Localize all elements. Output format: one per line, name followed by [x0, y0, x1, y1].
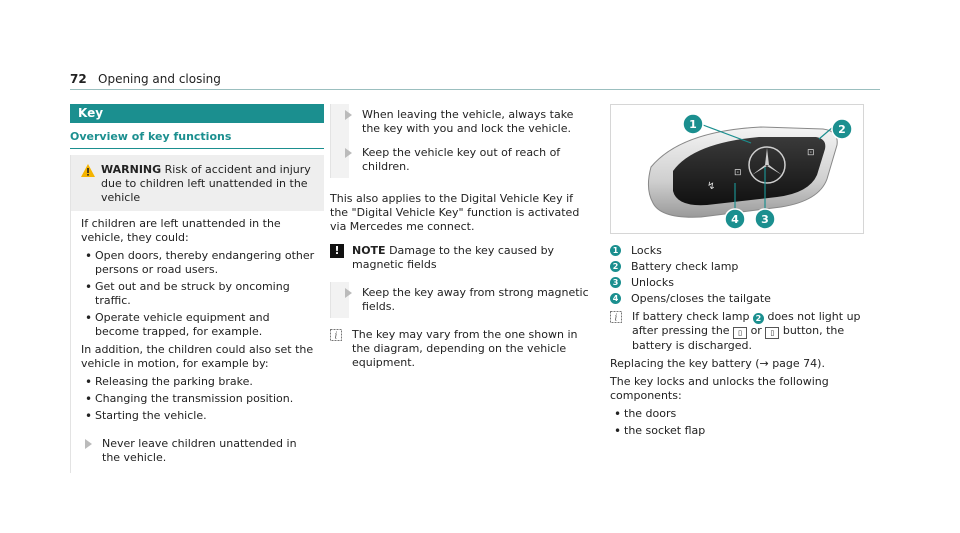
warning-label: WARNING	[101, 163, 162, 176]
exclamation-icon: !	[330, 244, 344, 258]
warning-box	[70, 155, 324, 473]
note-row	[330, 244, 594, 272]
list-item: • Changing the transmission position.	[81, 392, 316, 406]
chapter-title: Opening and closing	[98, 72, 221, 86]
note-action-box	[330, 282, 594, 318]
ref-callout: 2	[753, 313, 764, 324]
column-2	[330, 104, 594, 370]
warning-action-text: Never leave children unattended in the vehicle.	[102, 437, 297, 464]
lock-button-icon: ⊡	[807, 148, 815, 158]
action-text: Keep the vehicle key out of reach of children.	[362, 146, 561, 173]
list-item: • Starting the vehicle.	[81, 409, 316, 423]
legend-text: Unlocks	[631, 276, 674, 289]
action-item	[341, 146, 594, 174]
column-3	[610, 104, 880, 441]
header-rule	[70, 89, 880, 90]
legend-number: 4	[610, 293, 621, 304]
unlock-button-icon: ⊡	[734, 168, 742, 178]
svg-text:1: 1	[689, 118, 697, 131]
note-lead: Damage to the key caused by magnetic fields	[352, 244, 555, 271]
page-number: 72	[70, 72, 87, 86]
legend-number: 1	[610, 245, 621, 256]
info-row	[330, 328, 594, 370]
legend-number: 2	[610, 261, 621, 272]
note-text	[352, 244, 594, 272]
subsection-title: Overview of key functions	[70, 130, 324, 149]
column-1	[70, 104, 324, 473]
legend-item	[610, 260, 880, 274]
note-action-text: Keep the key away from strong magnetic fields.	[362, 286, 589, 313]
legend-number: 3	[610, 277, 621, 288]
warning-action	[81, 437, 316, 465]
warning-body-intro-2: In addition, the children could also set the vehicle in motion, for example by:	[81, 343, 314, 370]
triangle-bullet-icon	[85, 439, 92, 449]
action-text: When leaving the vehicle, always take the key with you and lock the vehicle.	[362, 108, 574, 135]
triangle-bullet-icon	[345, 288, 352, 298]
locks-intro: The key locks and unlocks the following components:	[610, 375, 829, 402]
list-item: • Releasing the parking brake.	[81, 375, 316, 389]
warning-body-intro: If children are left unattended in the vehicle, they could:	[81, 217, 281, 244]
info-icon	[330, 329, 342, 341]
triangle-bullet-icon	[345, 148, 352, 158]
unlock-key-icon: ▯	[765, 327, 779, 339]
info-icon	[610, 311, 622, 323]
list-item: • Open doors, thereby endangering other persons or road users.	[81, 249, 316, 277]
info-part: or	[750, 324, 762, 337]
list-item: • Operate vehicle equipment and become trapped, for example.	[81, 311, 316, 339]
warning-lead	[101, 163, 316, 205]
legend-text: Locks	[631, 244, 662, 257]
info-part: does not light up after pressing the	[632, 310, 861, 337]
svg-text:i: i	[614, 313, 618, 323]
replacing-battery-text: Replacing the key battery (→ page 74).	[610, 357, 825, 370]
svg-text:2: 2	[838, 123, 846, 136]
warning-triangle-icon	[81, 164, 95, 177]
info-part: If battery check lamp	[632, 310, 750, 323]
svg-text:i: i	[334, 331, 338, 341]
section-title: Key	[70, 104, 324, 123]
svg-text:3: 3	[761, 213, 769, 226]
action-box	[330, 104, 594, 178]
info-part: button, the battery is discharged.	[632, 324, 845, 352]
legend-item	[610, 276, 880, 290]
action-item	[341, 108, 594, 136]
battery-info-row	[610, 310, 880, 353]
warning-header	[71, 155, 324, 211]
key-legend	[610, 244, 880, 306]
digital-key-paragraph: This also applies to the Digital Vehicle Key if the "Digital Vehicle Key" function is activated via Mercedes me connect.	[330, 192, 580, 233]
action-item	[341, 286, 594, 314]
list-item: • the socket flap	[610, 424, 880, 438]
list-item: • the doors	[610, 407, 880, 421]
info-text: The key may vary from the one shown in the diagram, depending on the vehicle equipment.	[352, 328, 578, 369]
battery-info-text	[632, 310, 880, 353]
locks-list	[610, 407, 880, 438]
list-item: • Get out and be struck by oncoming traffic.	[81, 280, 316, 308]
svg-text:4: 4	[731, 213, 739, 226]
warning-list-1	[81, 249, 316, 339]
lock-key-icon: ▯	[733, 327, 747, 339]
warning-lead-text: Risk of accident and injury due to children left unattended in the vehicle	[101, 163, 311, 204]
legend-item	[610, 244, 880, 258]
legend-text: Battery check lamp	[631, 260, 739, 273]
warning-list-2	[81, 375, 316, 423]
tailgate-button-icon: ↯	[707, 181, 716, 192]
note-label: NOTE	[352, 244, 386, 257]
triangle-bullet-icon	[345, 110, 352, 120]
legend-text: Opens/closes the tailgate	[631, 292, 771, 305]
legend-item	[610, 292, 880, 306]
